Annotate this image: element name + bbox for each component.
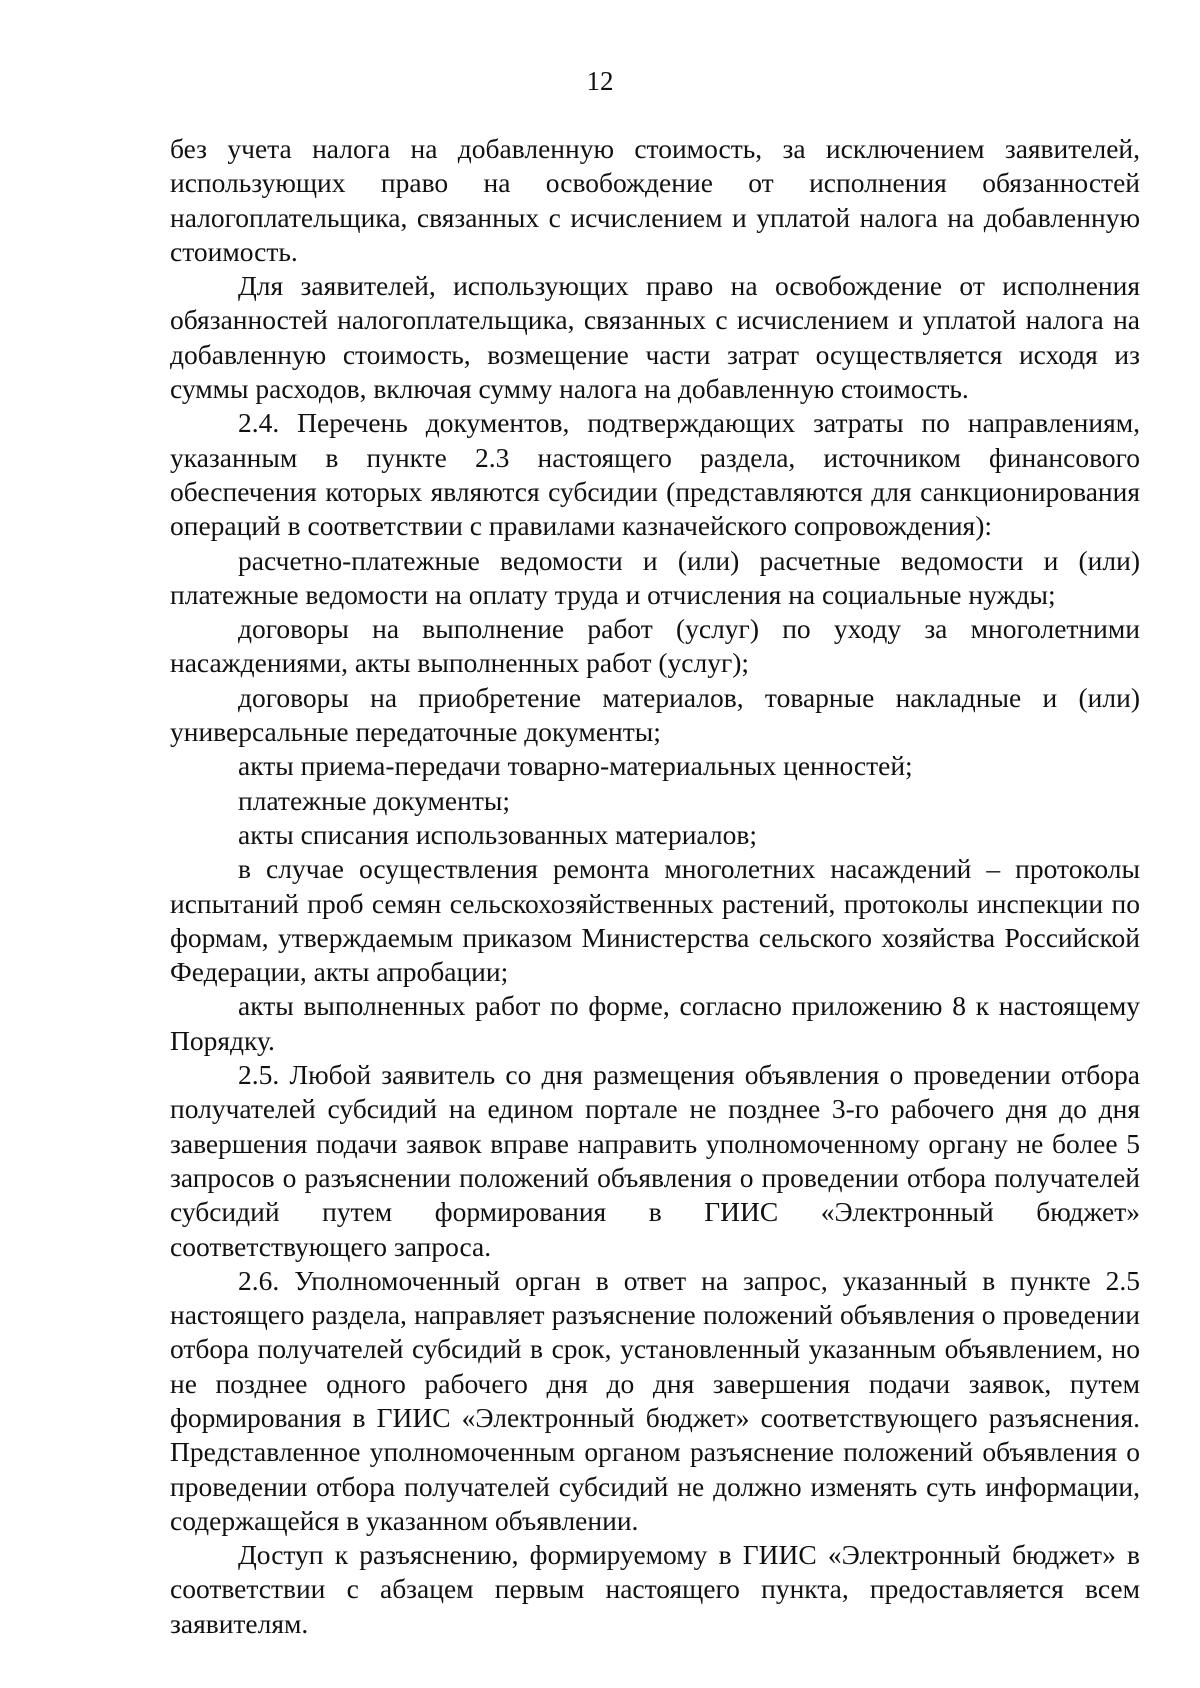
list-item-transfer-acts: акты приема-передачи товарно-материальных ценностей; xyxy=(238,750,913,782)
paragraph-continuation: без учета налога на добавленную стоимость, за исключением заявителей, использующих право на освобождение от исполнения обязанностей налогоплательщика, связанных с исчислением и уплатой налога на добавленную стоимость. xyxy=(170,133,1140,267)
page-number: 12 xyxy=(586,66,614,96)
list-item-material-contracts: договоры на приобретение материалов, товарные накладные и (или) универсальные передаточные документы; xyxy=(170,681,1140,748)
paragraph-2-5: 2.5. Любой заявитель со дня размещения объявления о проведении отбора получателей субсидий на едином портале не позднее 3-го рабочего дня до дня завершения подачи заявок вправе направить уполномоченному органу не более 5 запросов о разъяснении положений объявления о проведении отбора получателей субсидий путем формирования в ГИИС «Электронный бюджет» соответствующего запроса. xyxy=(170,1059,1140,1262)
paragraph-access: Доступ к разъяснению, формируемому в ГИИС «Электронный бюджет» в соответствии с абзацем первым настоящего пункта, предоставляется всем заявителям. xyxy=(170,1539,1140,1639)
document-body xyxy=(170,132,1140,1641)
paragraph-2-4: 2.4. Перечень документов, подтверждающих затраты по направлениям, указанным в пункте 2.3 настоящего раздела, источником финансового обеспечения которых являются субсидии (представляются для санкционирования операций в соответствии с правилами казначейского сопровождения): xyxy=(170,407,1140,542)
list-item-work-acts: акты выполненных работ по форме, согласно приложению 8 к настоящему Порядку. xyxy=(170,990,1140,1056)
list-item-service-contracts: договоры на выполнение работ (услуг) по уходу за многолетними насаждениями, акты выполненных работ (услуг); xyxy=(170,613,1140,679)
paragraph-vat-exempt: Для заявителей, использующих право на освобождение от исполнения обязанностей налогоплательщика, связанных с исчислением и уплатой налога на добавленную стоимость, возмещение части затрат осуществляется исходя из суммы расходов, включая сумму налога на добавленную стоимость. xyxy=(170,270,1140,405)
list-item-payment-docs: платежные документы; xyxy=(238,784,510,816)
paragraph-2-6: 2.6. Уполномоченный орган в ответ на запрос, указанный в пункте 2.5 настоящего раздела, направляет разъяснение положений объявления о проведении отбора получателей субсидий в срок, установленный указанным объявлением, но не позднее одного рабочего дня до дня завершения подачи заявок, путем формирования в ГИИС «Электронный бюджет» соответствующего разъяснения. Представленное уполномоченным органом разъяснение положений объявления о проведении отбора получателей субсидий не должно изменять суть информации, содержащейся в указанном объявлении. xyxy=(170,1264,1140,1536)
list-item-payroll: расчетно-платежные ведомости и (или) расчетные ведомости и (или) платежные ведомости на оплату труда и отчисления на социальные нужды; xyxy=(170,544,1140,610)
list-item-repair-protocols: в случае осуществления ремонта многолетних насаждений – протоколы испытаний проб семян сельскохозяйственных растений, протоколы инспекции по формам, утверждаемым приказом Министерства сельского хозяйства Российской Федерации, акты апробации; xyxy=(170,853,1140,988)
list-item-writeoff-acts: акты списания использованных материалов; xyxy=(238,818,757,850)
